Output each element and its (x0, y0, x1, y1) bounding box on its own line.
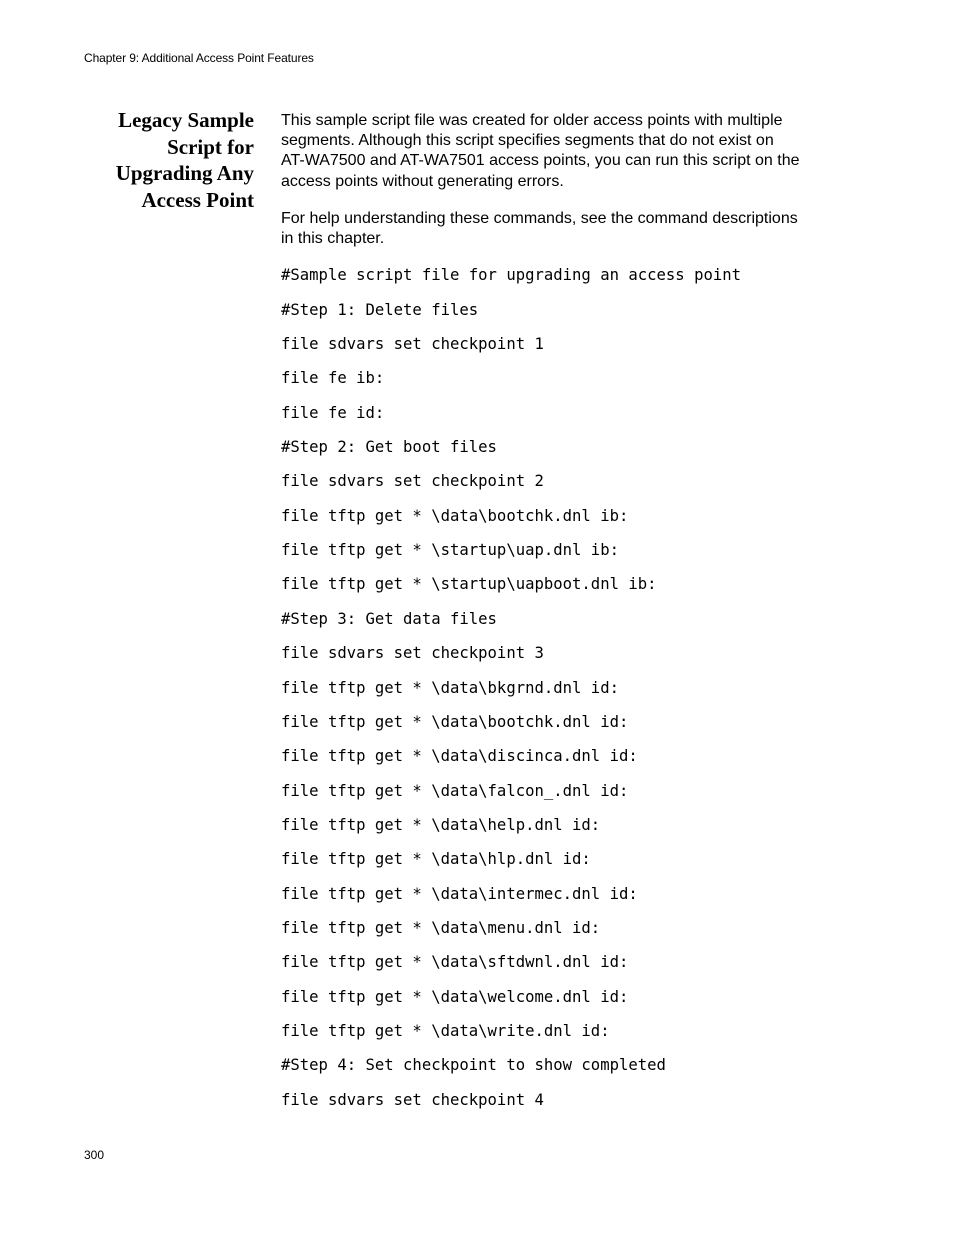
script-command-line: file tftp get * \data\welcome.dnl id: (281, 987, 629, 1006)
script-command-line: file tftp get * \data\hlp.dnl id: (281, 850, 591, 869)
script-listing (281, 265, 851, 1110)
script-command-line: file tftp get * \data\sftdwnl.dnl id: (281, 953, 629, 972)
script-comment-line: #Step 4: Set checkpoint to show completed (281, 1056, 666, 1075)
script-command-line: file tftp get * \data\help.dnl id: (281, 815, 601, 834)
script-command-line: file fe ib: (281, 369, 385, 388)
help-paragraph (281, 209, 851, 249)
script-command-line: file tftp get * \startup\uapboot.dnl ib: (281, 575, 657, 594)
paragraph-line: This sample script file was created for older access points with multiple (281, 112, 783, 129)
body-column (281, 111, 851, 1124)
paragraph-line: AT-WA7500 and AT-WA7501 access points, you can run this script on the (281, 152, 800, 170)
section-heading-line: Access Point (141, 187, 254, 212)
paragraph-line: in this chapter. (281, 230, 385, 248)
script-command-line: file tftp get * \data\bkgrnd.dnl id: (281, 678, 619, 697)
intro-paragraph (281, 111, 851, 192)
script-command-line: file sdvars set checkpoint 3 (281, 644, 544, 663)
script-command-line: file tftp get * \data\bootchk.dnl ib: (281, 506, 629, 525)
running-header: Chapter 9: Additional Access Point Features (84, 51, 314, 65)
paragraph-line: For help understanding these commands, see the command descriptions (281, 209, 798, 227)
section-heading-line: Upgrading Any (115, 161, 254, 185)
section-heading (64, 107, 254, 213)
script-command-line: file tftp get * \startup\uap.dnl ib: (281, 541, 619, 560)
script-command-line: file tftp get * \data\discinca.dnl id: (281, 747, 638, 766)
script-command-line: file tftp get * \data\intermec.dnl id: (281, 884, 638, 903)
script-command-line: file sdvars set checkpoint 4 (281, 1090, 544, 1109)
script-comment-line: #Step 2: Get boot files (281, 438, 497, 457)
script-command-line: file tftp get * \data\write.dnl id: (281, 1022, 610, 1041)
paragraph-line: access points without generating errors. (281, 172, 564, 190)
script-command-line: file sdvars set checkpoint 2 (281, 472, 544, 491)
paragraph-line: segments. Although this script specifies segments that do not exist on (281, 132, 774, 150)
section-heading-line: Legacy Sample (118, 108, 254, 132)
script-command-line: file fe id: (281, 403, 385, 422)
script-command-line: file tftp get * \data\bootchk.dnl id: (281, 712, 629, 731)
script-command-line: file tftp get * \data\menu.dnl id: (281, 919, 601, 938)
script-comment-line: #Step 1: Delete files (281, 300, 479, 319)
script-command-line: file tftp get * \data\falcon_.dnl id: (281, 781, 629, 800)
section-heading-line: Script for (167, 134, 254, 159)
script-command-line: file sdvars set checkpoint 1 (281, 334, 544, 353)
script-comment-line: #Step 3: Get data files (281, 609, 497, 628)
script-comment-line: #Sample script file for upgrading an access point (281, 266, 742, 285)
page-number: 300 (84, 1148, 105, 1162)
